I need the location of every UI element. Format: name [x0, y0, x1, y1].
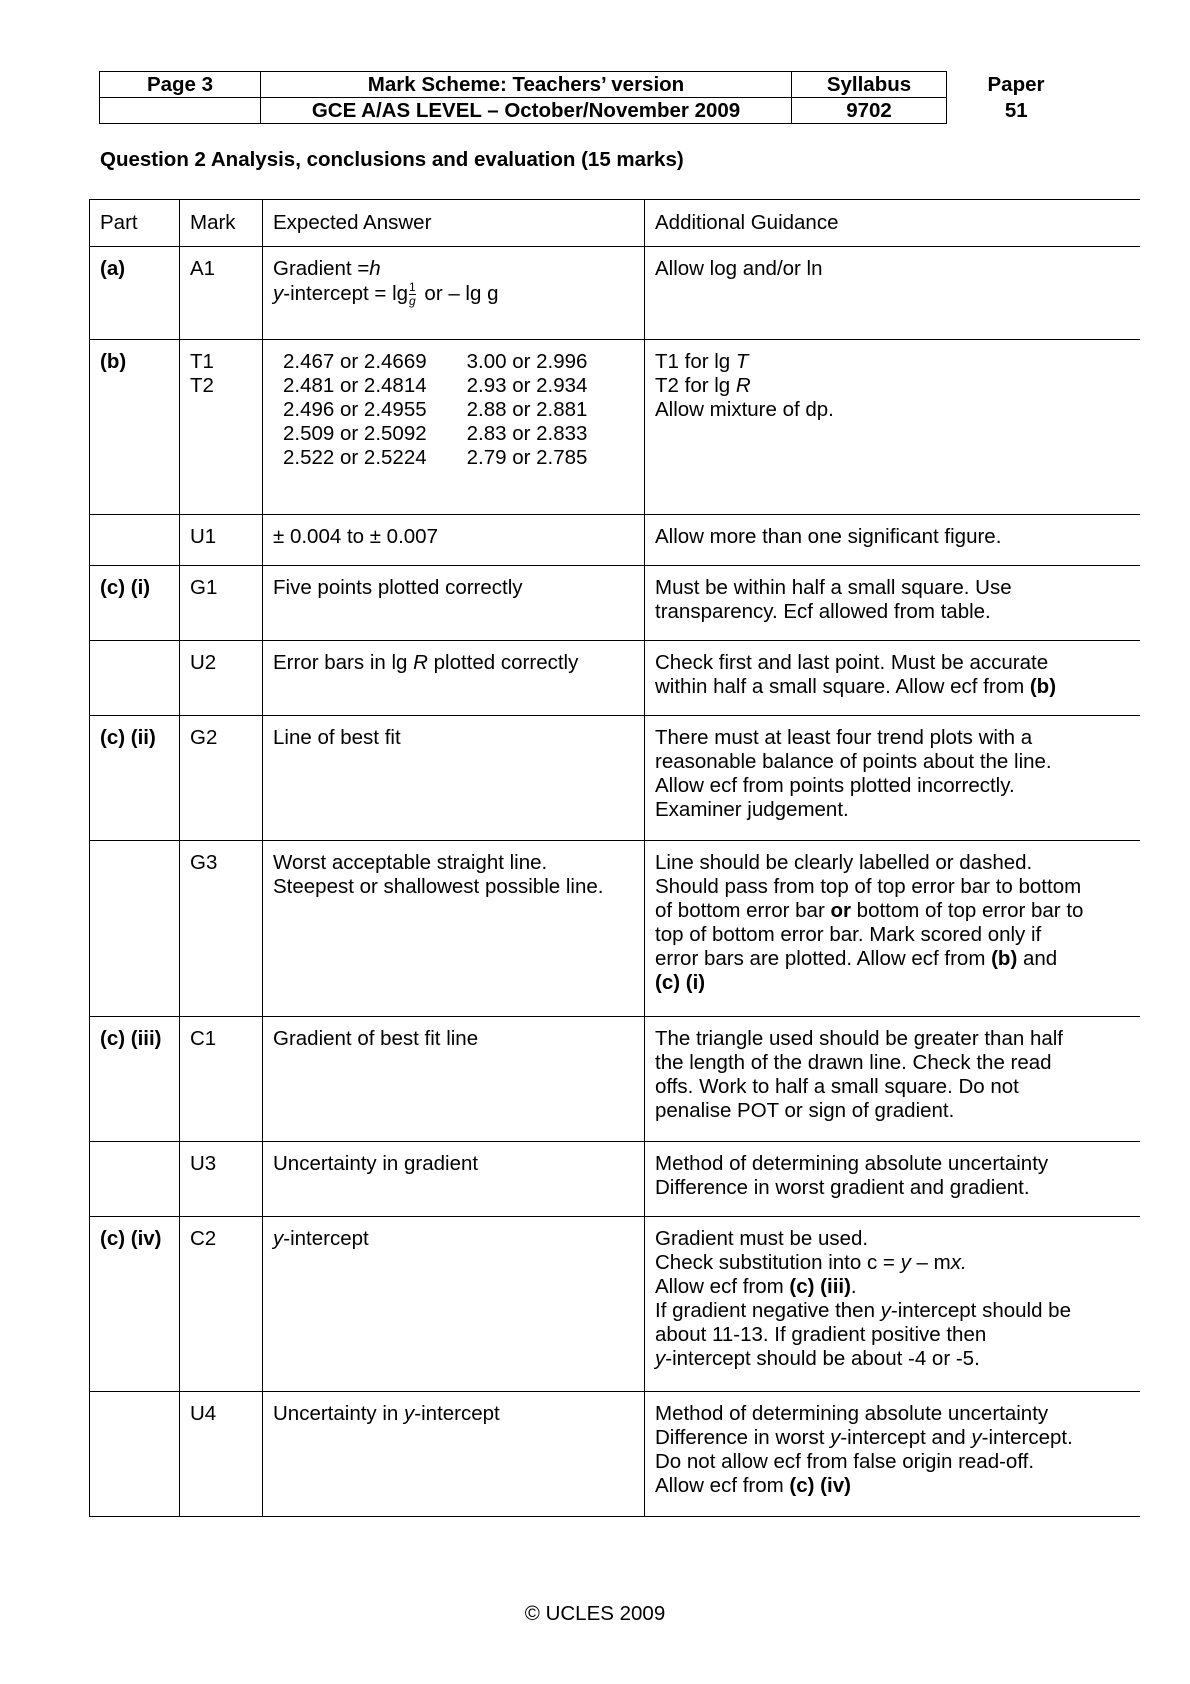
- answer-text: Error bars in lg: [273, 651, 414, 674]
- guidance-text: – m: [910, 1251, 951, 1274]
- answer-text: Steepest or shallowest possible line.: [273, 875, 604, 898]
- variable-y: y: [273, 1227, 284, 1250]
- answer-cell: Line of best fit: [263, 716, 645, 841]
- syllabus-label: Syllabus: [792, 72, 947, 98]
- table-row: [90, 566, 1140, 641]
- answer-cell: [263, 1392, 645, 1517]
- part-cell: [90, 1392, 180, 1517]
- answer-text: -intercept: [414, 1402, 500, 1425]
- guidance-ref: (b): [991, 947, 1018, 970]
- answer-text: -intercept = lg: [283, 281, 409, 305]
- guidance-text: Difference in worst: [655, 1426, 831, 1449]
- guidance-text: offs. Work to half a small square. Do not: [655, 1075, 1019, 1098]
- part-cell: [90, 1142, 180, 1217]
- answer-cell: [263, 247, 645, 340]
- mark-cell: U2: [180, 641, 263, 716]
- variable-r: R: [413, 651, 428, 674]
- value: 3.00 or 2.996: [466, 350, 588, 373]
- guidance-text: the length of the drawn line. Check the read: [655, 1051, 1052, 1074]
- paper-label: Paper: [987, 72, 1045, 96]
- table-row: [90, 515, 1140, 566]
- guidance-cell: [645, 1142, 1140, 1217]
- guidance-text: Line should be clearly labelled or dashed.: [655, 851, 1033, 874]
- guidance-text: Allow ecf from: [655, 1275, 790, 1298]
- value: 2.79 or 2.785: [466, 446, 588, 469]
- guidance-text: Must be within half a small square. Use: [655, 576, 1012, 599]
- value: 2.88 or 2.881: [466, 398, 588, 421]
- paper-number: 51: [1004, 98, 1028, 122]
- guidance-text: of bottom error bar: [655, 899, 831, 922]
- guidance-text: penalise POT or sign of gradient.: [655, 1099, 955, 1122]
- guidance-cell: [645, 641, 1140, 716]
- table-row: [90, 247, 1140, 340]
- answer-text: -intercept: [283, 1227, 369, 1250]
- guidance-text: top of bottom error bar. Mark scored only if: [655, 923, 1042, 946]
- variable-y: y: [404, 1402, 415, 1425]
- question-title: Question 2 Analysis, conclusions and evaluation (15 marks): [100, 148, 684, 171]
- answer-text: Gradient =: [273, 257, 370, 280]
- guidance-ref: (c) (iii): [789, 1275, 851, 1298]
- variable-h: h: [369, 257, 381, 280]
- part-cell: (a): [90, 247, 180, 340]
- guidance-cell: Allow log and/or ln: [645, 247, 1140, 340]
- guidance-text: Method of determining absolute uncertainty: [655, 1402, 1049, 1425]
- doc-subtitle: GCE A/AS LEVEL – October/November 2009: [261, 98, 792, 124]
- variable-y: y: [830, 1426, 841, 1449]
- variable-r: R: [735, 374, 751, 397]
- fraction: [409, 281, 416, 308]
- part-cell: (b): [90, 340, 180, 515]
- answer-text: or – lg g: [418, 281, 499, 305]
- guidance-text: The triangle used should be greater than half: [655, 1027, 1063, 1050]
- answer-cell: [263, 841, 645, 1017]
- value: 2.481 or 2.4814: [283, 374, 427, 397]
- part-cell: [90, 641, 180, 716]
- answer-cell: Five points plotted correctly: [263, 566, 645, 641]
- mark-t1: T1: [190, 350, 214, 373]
- mark-cell: [180, 340, 263, 515]
- guidance-text: transparency. Ecf allowed from table.: [655, 600, 991, 623]
- answer-cell: Gradient of best fit line: [263, 1017, 645, 1142]
- value: 2.83 or 2.833: [466, 422, 588, 445]
- guidance-text: Allow ecf from points plotted incorrectly.: [655, 774, 1015, 797]
- guidance-text: Method of determining absolute uncertainty: [655, 1152, 1049, 1175]
- mark-cell: G3: [180, 841, 263, 1017]
- guidance-text: .: [850, 1275, 857, 1298]
- guidance-text: Allow ecf from: [655, 1474, 790, 1497]
- answer-cell: ± 0.004 to ± 0.007: [263, 515, 645, 566]
- page-number: Page 3: [100, 72, 261, 98]
- mark-cell: G1: [180, 566, 263, 641]
- guidance-text: -intercept and: [840, 1426, 972, 1449]
- variable-y: y: [971, 1426, 982, 1449]
- guidance-text: -intercept should be about -4 or -5.: [665, 1347, 980, 1370]
- value: 2.509 or 2.5092: [283, 422, 427, 445]
- guidance-text: Difference in worst gradient and gradient.: [655, 1176, 1030, 1199]
- variable-y: y: [655, 1347, 666, 1370]
- guidance-text: Gradient must be used.: [655, 1227, 869, 1250]
- guidance-cell: Allow more than one significant figure.: [645, 515, 1140, 566]
- answer-cell: [263, 641, 645, 716]
- mark-scheme-table: [89, 199, 1140, 1517]
- variable-x: x.: [950, 1251, 967, 1274]
- guidance-text: within half a small square. Allow ecf from: [655, 675, 1030, 698]
- mark-cell: A1: [180, 247, 263, 340]
- part-cell: (c) (i): [90, 566, 180, 641]
- part-cell: [90, 515, 180, 566]
- fraction-numerator: 1: [409, 280, 416, 294]
- guidance-cell: [645, 841, 1140, 1017]
- answer-text: Worst acceptable straight line.: [273, 851, 548, 874]
- column-header-guidance: Additional Guidance: [645, 200, 1140, 247]
- guidance-text: about 11-13. If gradient positive then: [655, 1323, 987, 1346]
- guidance-text: Examiner judgement.: [655, 798, 849, 821]
- table-row: [90, 1142, 1140, 1217]
- guidance-cell: [645, 716, 1140, 841]
- doc-title: Mark Scheme: Teachers’ version: [261, 72, 792, 98]
- mark-cell: U4: [180, 1392, 263, 1517]
- variable-y: y: [273, 281, 284, 305]
- answer-text: plotted correctly: [427, 651, 579, 674]
- guidance-emphasis: or: [830, 899, 851, 922]
- syllabus-code: 9702: [792, 98, 947, 124]
- mark-cell: U1: [180, 515, 263, 566]
- guidance-text: Allow mixture of dp.: [655, 398, 834, 421]
- value: 2.93 or 2.934: [466, 374, 588, 397]
- table-row: [90, 340, 1140, 515]
- guidance-cell: [645, 1392, 1140, 1517]
- table-row: [90, 641, 1140, 716]
- guidance-text: T1 for lg: [655, 350, 736, 373]
- guidance-text: reasonable balance of points about the line.: [655, 750, 1052, 773]
- lg-r-values: [467, 350, 588, 470]
- table-row: [90, 1392, 1140, 1517]
- guidance-text: Check first and last point. Must be accurate: [655, 651, 1049, 674]
- guidance-cell: [645, 340, 1140, 515]
- fraction-denominator: g: [409, 294, 416, 308]
- guidance-text: bottom of top error bar to: [850, 899, 1084, 922]
- guidance-text: error bars are plotted. Allow ecf from: [655, 947, 992, 970]
- answer-cell: [263, 340, 645, 515]
- header-empty-cell: [100, 98, 261, 124]
- part-cell: (c) (iv): [90, 1217, 180, 1392]
- answer-cell: Uncertainty in gradient: [263, 1142, 645, 1217]
- table-row: [90, 841, 1140, 1017]
- guidance-text: Do not allow ecf from false origin read-off.: [655, 1450, 1035, 1473]
- value: 2.496 or 2.4955: [283, 398, 427, 421]
- guidance-text: and: [1017, 947, 1058, 970]
- mark-cell: G2: [180, 716, 263, 841]
- guidance-ref: (c) (iv): [789, 1474, 851, 1497]
- variable-t: T: [735, 350, 749, 373]
- guidance-cell: [645, 1017, 1140, 1142]
- table-header-row: [90, 200, 1140, 247]
- guidance-text: There must at least four trend plots with a: [655, 726, 1033, 749]
- guidance-text: If gradient negative then: [655, 1299, 881, 1322]
- guidance-text: Check substitution into c =: [655, 1251, 901, 1274]
- part-cell: [90, 841, 180, 1017]
- guidance-cell: [645, 1217, 1140, 1392]
- copyright-footer: © UCLES 2009: [524, 1602, 666, 1625]
- value: 2.522 or 2.5224: [283, 446, 427, 469]
- column-header-part: Part: [90, 200, 180, 247]
- value: 2.467 or 2.4669: [283, 350, 427, 373]
- guidance-text: -intercept should be: [890, 1299, 1071, 1322]
- lg-t-values: [283, 350, 427, 470]
- table-row: [90, 1017, 1140, 1142]
- guidance-ref: (b): [1029, 675, 1057, 698]
- table-row: [90, 1217, 1140, 1392]
- guidance-text: Should pass from top of top error bar to bottom: [655, 875, 1082, 898]
- variable-y: y: [900, 1251, 911, 1274]
- header-table: [99, 71, 1086, 124]
- mark-cell: C1: [180, 1017, 263, 1142]
- answer-cell: [263, 1217, 645, 1392]
- guidance-ref: (c) (i): [655, 971, 706, 994]
- mark-t2: T2: [190, 374, 214, 397]
- answer-text: Uncertainty in: [273, 1402, 405, 1425]
- guidance-cell: [645, 566, 1140, 641]
- column-header-answer: Expected Answer: [263, 200, 645, 247]
- guidance-text: -intercept.: [981, 1426, 1073, 1449]
- guidance-text: T2 for lg: [655, 374, 736, 397]
- mark-cell: U3: [180, 1142, 263, 1217]
- mark-cell: C2: [180, 1217, 263, 1392]
- column-header-mark: Mark: [180, 200, 263, 247]
- part-cell: (c) (iii): [90, 1017, 180, 1142]
- variable-y: y: [880, 1299, 891, 1322]
- part-cell: (c) (ii): [90, 716, 180, 841]
- table-row: [90, 716, 1140, 841]
